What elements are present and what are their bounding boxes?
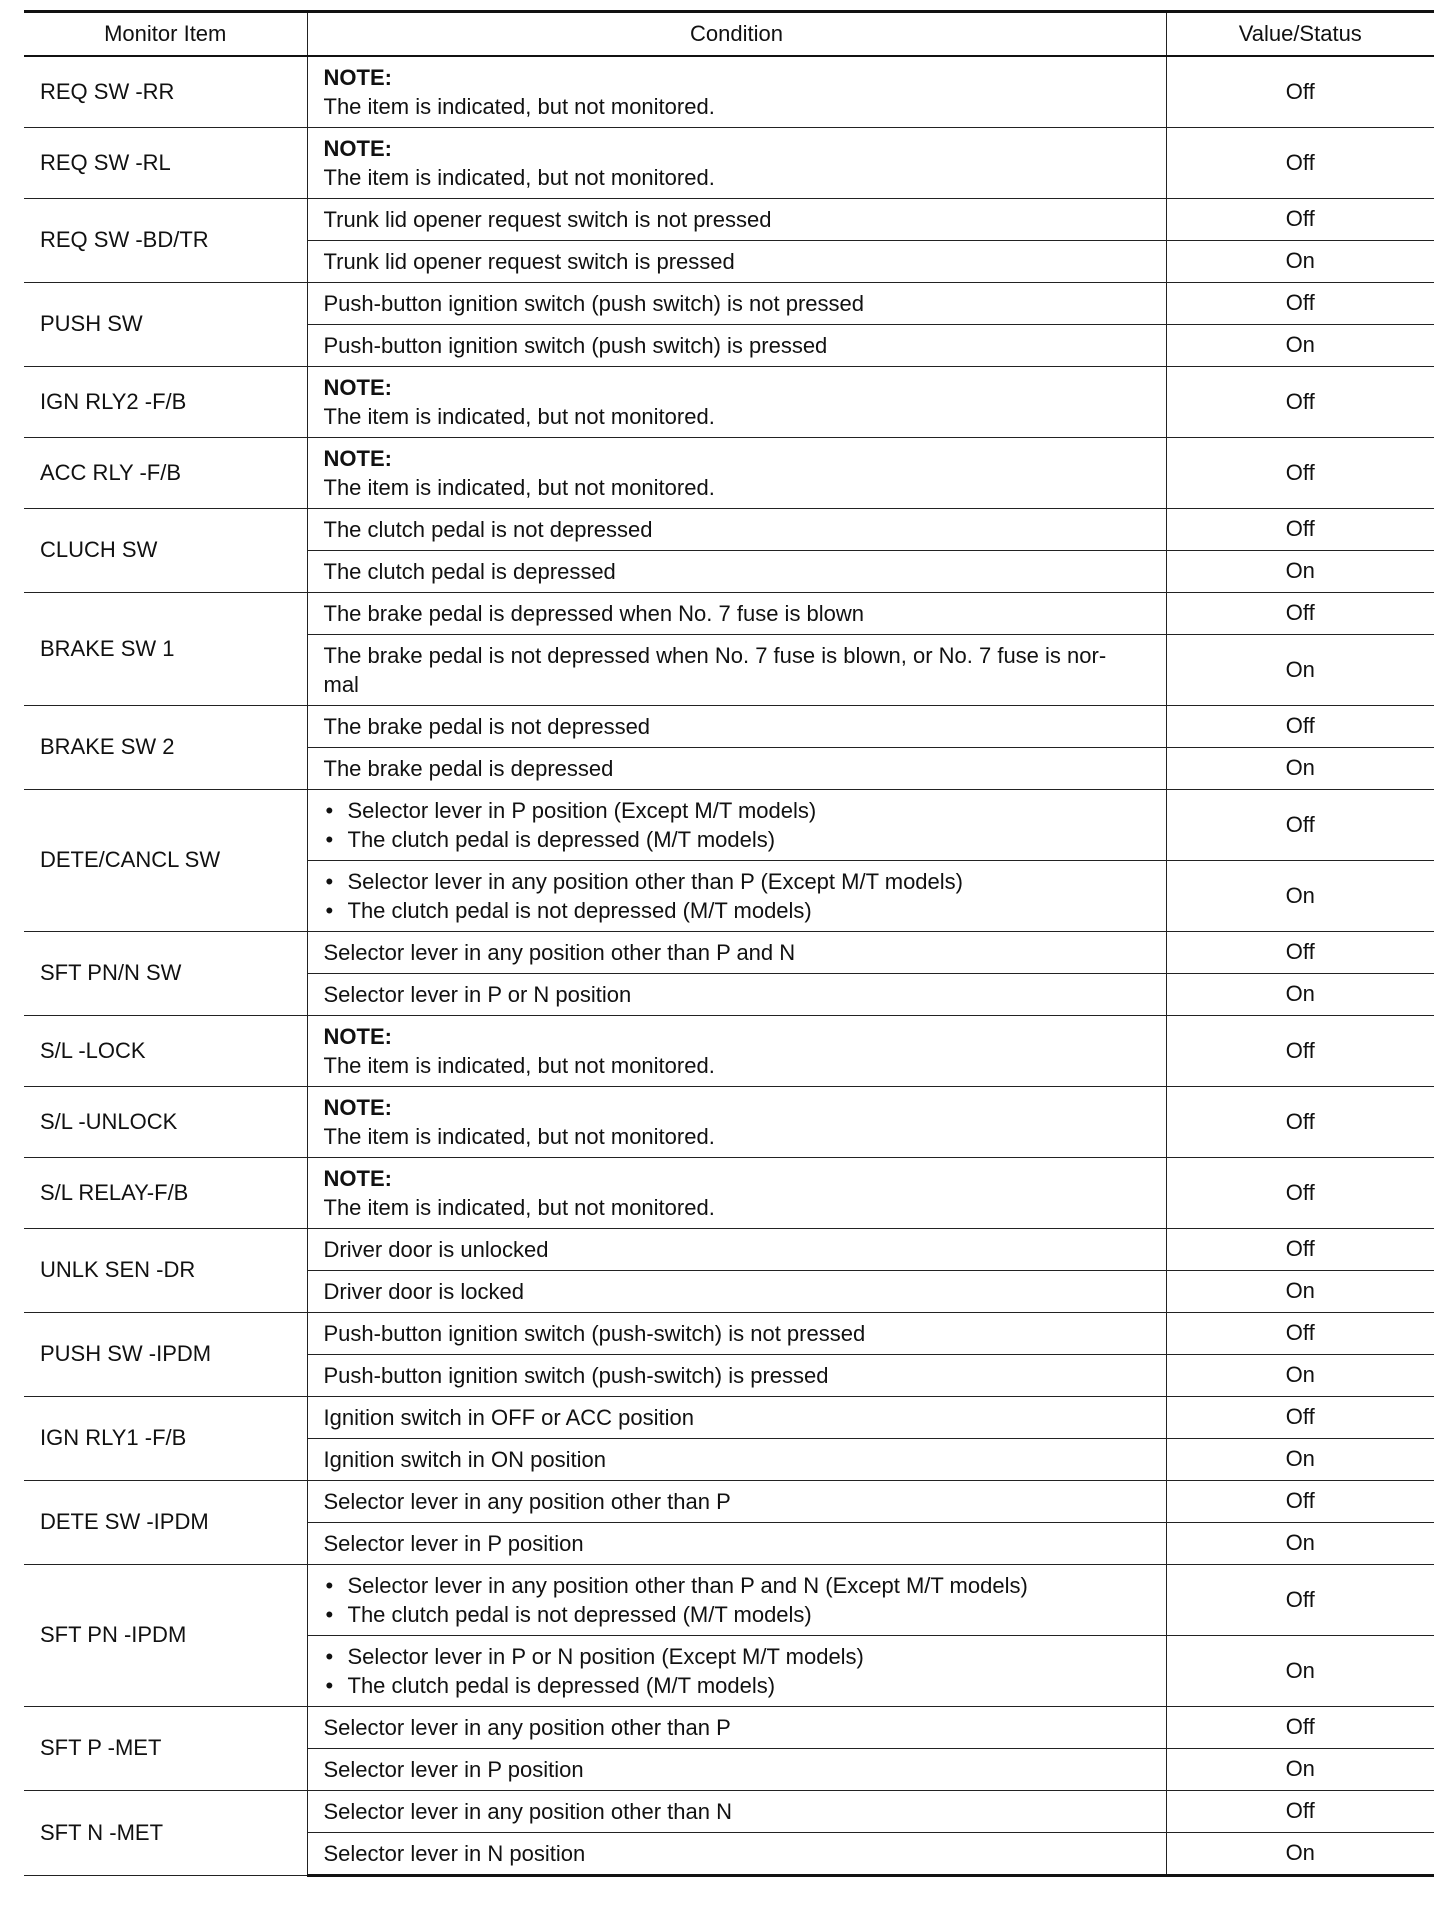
condition-text: Selector lever in P or N position xyxy=(323,981,632,1007)
condition-cell xyxy=(307,1015,1166,1086)
condition-cell xyxy=(307,1438,1166,1480)
condition-cell xyxy=(307,56,1166,128)
table-row xyxy=(24,1480,1434,1522)
value-status-cell: Off xyxy=(1166,1086,1434,1157)
condition-bullet-list xyxy=(324,1642,1152,1700)
value-status-cell: Off xyxy=(1166,1396,1434,1438)
condition-cell xyxy=(307,1157,1166,1228)
monitor-item-cell: PUSH SW -IPDM xyxy=(24,1312,307,1396)
condition-text: The brake pedal is not depressed when No. 7 fuse is blown, or No. 7 fuse is nor- mal xyxy=(323,642,1107,697)
condition-bullet-item: • Selector lever in any position other than P and N (Except M/T models) xyxy=(324,1571,1152,1600)
value-status-cell: On xyxy=(1166,1522,1434,1564)
monitor-item-cell: SFT P -MET xyxy=(24,1706,307,1790)
table-body xyxy=(24,56,1434,1876)
monitor-item-cell: S/L -UNLOCK xyxy=(24,1086,307,1157)
condition-text: The brake pedal is depressed xyxy=(323,755,614,781)
value-status-cell: Off xyxy=(1166,1157,1434,1228)
note-text: The item is indicated, but not monitored. xyxy=(323,474,715,500)
condition-cell xyxy=(307,860,1166,931)
value-status-cell: Off xyxy=(1166,56,1434,128)
table-row xyxy=(24,1312,1434,1354)
value-status-cell: Off xyxy=(1166,592,1434,634)
table-row xyxy=(24,127,1434,198)
note-text: The item is indicated, but not monitored. xyxy=(323,93,715,119)
value-status-cell: On xyxy=(1166,324,1434,366)
condition-text: Driver door is unlocked xyxy=(323,1236,549,1262)
condition-cell xyxy=(307,1228,1166,1270)
condition-cell xyxy=(307,705,1166,747)
condition-cell xyxy=(307,592,1166,634)
table-row xyxy=(24,1086,1434,1157)
condition-cell xyxy=(307,550,1166,592)
condition-cell xyxy=(307,931,1166,973)
condition-cell xyxy=(307,508,1166,550)
condition-bullet-item: • The clutch pedal is not depressed (M/T models) xyxy=(324,1600,1152,1629)
condition-text: Push-button ignition switch (push-switch) is pressed xyxy=(323,1362,829,1388)
note-text: The item is indicated, but not monitored. xyxy=(323,403,715,429)
note-label: NOTE: xyxy=(323,135,392,161)
condition-text: Selector lever in any position other than P and N xyxy=(323,939,796,965)
monitor-item-cell: SFT PN -IPDM xyxy=(24,1564,307,1706)
condition-text: Push-button ignition switch (push switch) is not pressed xyxy=(323,290,864,316)
condition-text: The clutch pedal is depressed xyxy=(323,558,616,584)
note-label: NOTE: xyxy=(323,1094,392,1120)
table-row xyxy=(24,592,1434,634)
value-status-cell: Off xyxy=(1166,1228,1434,1270)
note-label: NOTE: xyxy=(323,1023,392,1049)
monitor-item-cell: IGN RLY2 -F/B xyxy=(24,366,307,437)
table-row xyxy=(24,931,1434,973)
condition-cell xyxy=(307,973,1166,1015)
condition-text: The clutch pedal is not depressed xyxy=(323,516,653,542)
condition-cell xyxy=(307,1790,1166,1832)
monitor-item-cell: PUSH SW xyxy=(24,282,307,366)
table-row xyxy=(24,1564,1434,1635)
condition-bullet-item: • The clutch pedal is not depressed (M/T models) xyxy=(324,896,1152,925)
condition-cell xyxy=(307,1706,1166,1748)
condition-cell xyxy=(307,324,1166,366)
value-status-cell: On xyxy=(1166,550,1434,592)
value-status-cell: Off xyxy=(1166,1706,1434,1748)
condition-bullet-item: • Selector lever in P position (Except M/T models) xyxy=(324,796,1152,825)
condition-text: Ignition switch in OFF or ACC position xyxy=(323,1404,694,1430)
condition-cell xyxy=(307,1748,1166,1790)
condition-cell xyxy=(307,1635,1166,1706)
condition-cell xyxy=(307,789,1166,860)
condition-cell xyxy=(307,1564,1166,1635)
condition-cell xyxy=(307,1396,1166,1438)
value-status-cell: Off xyxy=(1166,705,1434,747)
condition-cell xyxy=(307,747,1166,789)
table-row xyxy=(24,1790,1434,1832)
monitor-item-cell: S/L -LOCK xyxy=(24,1015,307,1086)
condition-text: Selector lever in any position other than P xyxy=(323,1488,731,1514)
monitor-item-cell: SFT N -MET xyxy=(24,1790,307,1875)
condition-text: Trunk lid opener request switch is not pressed xyxy=(323,206,772,232)
value-status-cell: Off xyxy=(1166,437,1434,508)
condition-bullet-item: • The clutch pedal is depressed (M/T models) xyxy=(324,825,1152,854)
note-label: NOTE: xyxy=(323,1165,392,1191)
condition-cell xyxy=(307,1086,1166,1157)
value-status-cell: Off xyxy=(1166,508,1434,550)
table-row xyxy=(24,1228,1434,1270)
value-status-cell: On xyxy=(1166,860,1434,931)
condition-cell xyxy=(307,366,1166,437)
condition-text: The brake pedal is depressed when No. 7 fuse is blown xyxy=(323,600,865,626)
monitor-item-table xyxy=(24,10,1434,1877)
condition-bullet-list xyxy=(324,1571,1152,1629)
condition-text: Selector lever in N position xyxy=(323,1840,586,1866)
condition-cell xyxy=(307,282,1166,324)
monitor-item-cell: SFT PN/N SW xyxy=(24,931,307,1015)
value-status-cell: On xyxy=(1166,634,1434,705)
header-row xyxy=(24,12,1434,56)
condition-cell xyxy=(307,1480,1166,1522)
condition-text: The brake pedal is not depressed xyxy=(323,713,651,739)
value-status-cell: Off xyxy=(1166,366,1434,437)
condition-text: Selector lever in any position other than P xyxy=(323,1714,731,1740)
condition-cell xyxy=(307,198,1166,240)
value-status-cell: Off xyxy=(1166,198,1434,240)
value-status-cell: On xyxy=(1166,1270,1434,1312)
condition-cell xyxy=(307,634,1166,705)
condition-bullet-item: • Selector lever in any position other than P (Except M/T models) xyxy=(324,867,1152,896)
note-text: The item is indicated, but not monitored. xyxy=(323,164,715,190)
condition-cell xyxy=(307,1832,1166,1875)
condition-text: Push-button ignition switch (push switch) is pressed xyxy=(323,332,828,358)
condition-cell xyxy=(307,1522,1166,1564)
table-row xyxy=(24,1015,1434,1086)
condition-text: Selector lever in P position xyxy=(323,1756,584,1782)
condition-cell xyxy=(307,1312,1166,1354)
monitor-item-cell: REQ SW -RL xyxy=(24,127,307,198)
condition-bullet-item: • Selector lever in P or N position (Except M/T models) xyxy=(324,1642,1152,1671)
condition-cell xyxy=(307,127,1166,198)
condition-text: Ignition switch in ON position xyxy=(323,1446,606,1472)
monitor-item-cell: BRAKE SW 2 xyxy=(24,705,307,789)
table-row xyxy=(24,366,1434,437)
monitor-item-cell: UNLK SEN -DR xyxy=(24,1228,307,1312)
value-status-cell: On xyxy=(1166,240,1434,282)
value-status-cell: Off xyxy=(1166,1312,1434,1354)
value-status-cell: On xyxy=(1166,1635,1434,1706)
note-label: NOTE: xyxy=(323,374,392,400)
value-status-cell: On xyxy=(1166,1832,1434,1875)
monitor-item-cell: REQ SW -RR xyxy=(24,56,307,128)
condition-bullet-list xyxy=(324,796,1152,854)
table-row xyxy=(24,437,1434,508)
condition-cell xyxy=(307,1354,1166,1396)
note-text: The item is indicated, but not monitored. xyxy=(323,1052,715,1078)
condition-cell xyxy=(307,240,1166,282)
value-status-cell: Off xyxy=(1166,1790,1434,1832)
condition-cell xyxy=(307,437,1166,508)
monitor-item-cell: BRAKE SW 1 xyxy=(24,592,307,705)
note-text: The item is indicated, but not monitored. xyxy=(323,1194,715,1220)
condition-text: Trunk lid opener request switch is pressed xyxy=(323,248,735,274)
header-value-status: Value/Status xyxy=(1166,12,1434,56)
note-text: The item is indicated, but not monitored. xyxy=(323,1123,715,1149)
table-row xyxy=(24,198,1434,240)
table-row xyxy=(24,282,1434,324)
table-row xyxy=(24,1706,1434,1748)
monitor-item-cell: DETE SW -IPDM xyxy=(24,1480,307,1564)
header-monitor-item: Monitor Item xyxy=(24,12,307,56)
header-condition: Condition xyxy=(307,12,1166,56)
condition-cell xyxy=(307,1270,1166,1312)
monitor-item-cell: CLUCH SW xyxy=(24,508,307,592)
note-label: NOTE: xyxy=(323,445,392,471)
value-status-cell: Off xyxy=(1166,1564,1434,1635)
value-status-cell: Off xyxy=(1166,931,1434,973)
table-row xyxy=(24,508,1434,550)
value-status-cell: On xyxy=(1166,973,1434,1015)
note-label: NOTE: xyxy=(323,64,392,90)
condition-bullet-item: • The clutch pedal is depressed (M/T models) xyxy=(324,1671,1152,1700)
table-row xyxy=(24,1396,1434,1438)
monitor-item-cell: REQ SW -BD/TR xyxy=(24,198,307,282)
condition-bullet-list xyxy=(324,867,1152,925)
condition-text: Selector lever in P position xyxy=(323,1530,584,1556)
value-status-cell: Off xyxy=(1166,1480,1434,1522)
value-status-cell: Off xyxy=(1166,127,1434,198)
monitor-item-cell: DETE/CANCL SW xyxy=(24,789,307,931)
value-status-cell: Off xyxy=(1166,789,1434,860)
monitor-item-cell: ACC RLY -F/B xyxy=(24,437,307,508)
condition-text: Selector lever in any position other than N xyxy=(323,1798,732,1824)
value-status-cell: On xyxy=(1166,1748,1434,1790)
value-status-cell: Off xyxy=(1166,282,1434,324)
table-row xyxy=(24,789,1434,860)
monitor-item-cell: IGN RLY1 -F/B xyxy=(24,1396,307,1480)
value-status-cell: Off xyxy=(1166,1015,1434,1086)
table-header xyxy=(24,12,1434,56)
condition-text: Driver door is locked xyxy=(323,1278,525,1304)
value-status-cell: On xyxy=(1166,1438,1434,1480)
value-status-cell: On xyxy=(1166,1354,1434,1396)
table-row xyxy=(24,56,1434,128)
table-row xyxy=(24,705,1434,747)
condition-text: Push-button ignition switch (push-switch) is not pressed xyxy=(323,1320,866,1346)
monitor-item-cell: S/L RELAY-F/B xyxy=(24,1157,307,1228)
table-row xyxy=(24,1157,1434,1228)
value-status-cell: On xyxy=(1166,747,1434,789)
